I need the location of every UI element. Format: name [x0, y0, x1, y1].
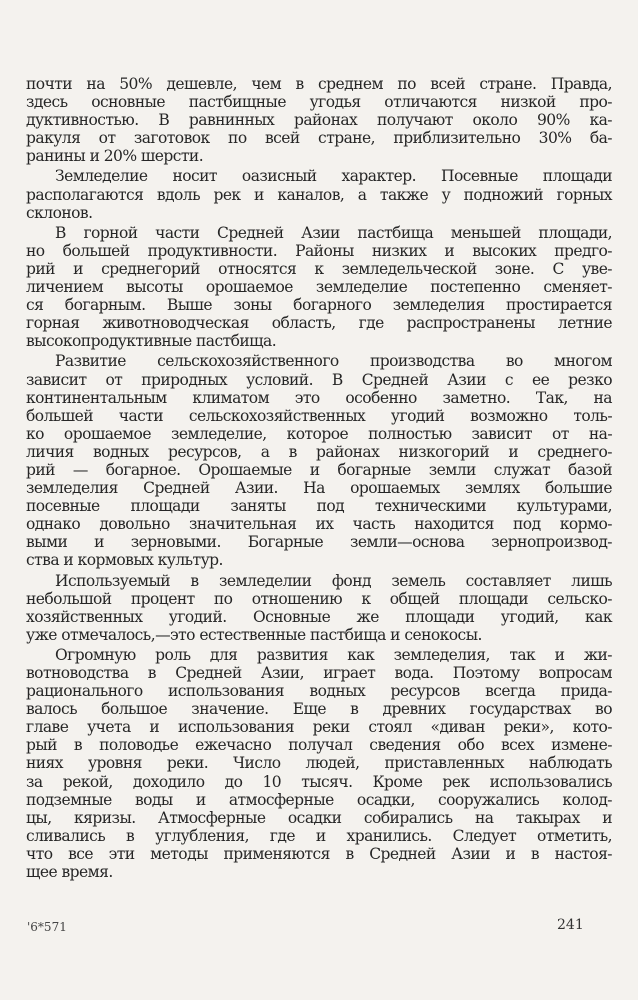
- text-line: главе учета и использования реки стоял «диван реки», кото-: [26, 718, 612, 737]
- text-line: горная животноводческая область, где распространены летние: [26, 314, 612, 333]
- paragraph: [26, 646, 612, 881]
- text-line: почти на 50% дешевле, чем в среднем по всей стране. Правда,: [26, 75, 612, 93]
- paragraph: [26, 224, 612, 351]
- text-line: рий — богарное. Орошаемые и богарные земли служат базой: [26, 460, 612, 479]
- text-line: хозяйственных угодий. Основные же площади угодий, как: [26, 607, 612, 626]
- text-line: ся богарным. Выше зоны богарного земледелия простирается: [26, 296, 612, 315]
- text-line: земледелия Средней Азии. На орошаемых землях большие: [26, 479, 612, 498]
- text-line: Огромную роль для развития как земледелия, так и жи-: [55, 645, 612, 664]
- text-line: личия водных ресурсов, а в районах низкогорий и среднего-: [26, 442, 612, 461]
- text-line: посевные площади заняты под техническими культурами,: [26, 497, 612, 516]
- body-text: [26, 75, 612, 881]
- text-line: большей части сельскохозяйственных угодий возможно толь-: [26, 406, 612, 425]
- text-line: здесь основные пастбищные угодья отличаются низкой про-: [26, 93, 612, 112]
- text-line: континентальным климатом это особенно заметно. Так, на: [26, 388, 612, 407]
- text-line: за рекой, доходило до 10 тысяч. Кроме рек использовались: [26, 772, 612, 791]
- text-line: личением высоты орошаемое земледелие постепенно сменяет-: [26, 278, 612, 297]
- text-line: ства и кормовых культур.: [26, 551, 223, 570]
- text-line: небольшой процент по отношению к общей площади сельско-: [26, 589, 612, 608]
- text-line: ниях уровня реки. Число людей, приставленных наблюдать: [26, 754, 612, 773]
- text-line: сливались в углубления, где и хранились. Следует отметить,: [26, 826, 612, 845]
- text-line: вотноводства в Средней Азии, играет вода. Поэтому вопросам: [26, 664, 612, 682]
- text-line: Развитие сельскохозяйственного производства во многом: [55, 352, 612, 371]
- text-line: рационального использования водных ресурсов всегда прида-: [26, 682, 612, 701]
- text-line: зависит от природных условий. В Средней Азии с ее резко: [26, 370, 612, 389]
- text-line: валось большое значение. Еще в древних государствах во: [26, 700, 612, 719]
- text-line: дуктивностью. В равнинных районах получают около 90% ка-: [26, 111, 612, 130]
- paragraph: [26, 167, 612, 221]
- text-line: высокопродуктивные пастбища.: [26, 332, 277, 351]
- text-line: ранины и 20% шерсти.: [26, 147, 204, 166]
- text-line: располагаются вдоль рек и каналов, а также у подножий горных: [26, 185, 612, 204]
- text-line: цы, кяризы. Атмосферные осадки собирались на такырах и: [26, 808, 612, 827]
- text-line: Используемый в земледелии фонд земель составляет лишь: [55, 571, 612, 590]
- printer-signature-mark: '6*571: [27, 920, 67, 934]
- page-number: 241: [557, 917, 584, 933]
- text-line: В горной части Средней Азии пастбища меньшей площади,: [55, 223, 612, 242]
- text-line: Земледелие носит оазисный характер. Посевные площади: [55, 167, 612, 186]
- text-line: ракуля от заготовок по всей стране, приблизительно 30% ба-: [26, 129, 612, 148]
- text-line: склонов.: [26, 203, 93, 222]
- text-line: выми и зерновыми. Богарные земли—основа зернопроизвод-: [26, 533, 612, 552]
- paragraph: [26, 352, 612, 569]
- text-line: что все эти методы применяются в Средней Азии и в настоя-: [26, 844, 612, 863]
- paragraph: [26, 75, 612, 165]
- text-line: однако довольно значительная их часть находится под кормо-: [26, 515, 612, 534]
- paragraph: [26, 572, 612, 644]
- text-line: рий и среднегорий относятся к земледельческой зоне. С уве-: [26, 259, 612, 278]
- text-line: щее время.: [26, 863, 113, 882]
- text-line: но большей продуктивности. Районы низких и высоких предго-: [26, 241, 612, 260]
- text-line: рый в половодье ежечасно получал сведения обо всех измене-: [26, 736, 612, 755]
- text-line: ко орошаемое земледелие, которое полностью зависит от на-: [26, 424, 612, 443]
- text-line: уже отмечалось,—это естественные пастбища и сенокосы.: [26, 625, 482, 644]
- text-line: подземные воды и атмосферные осадки, сооружались колод-: [26, 790, 612, 809]
